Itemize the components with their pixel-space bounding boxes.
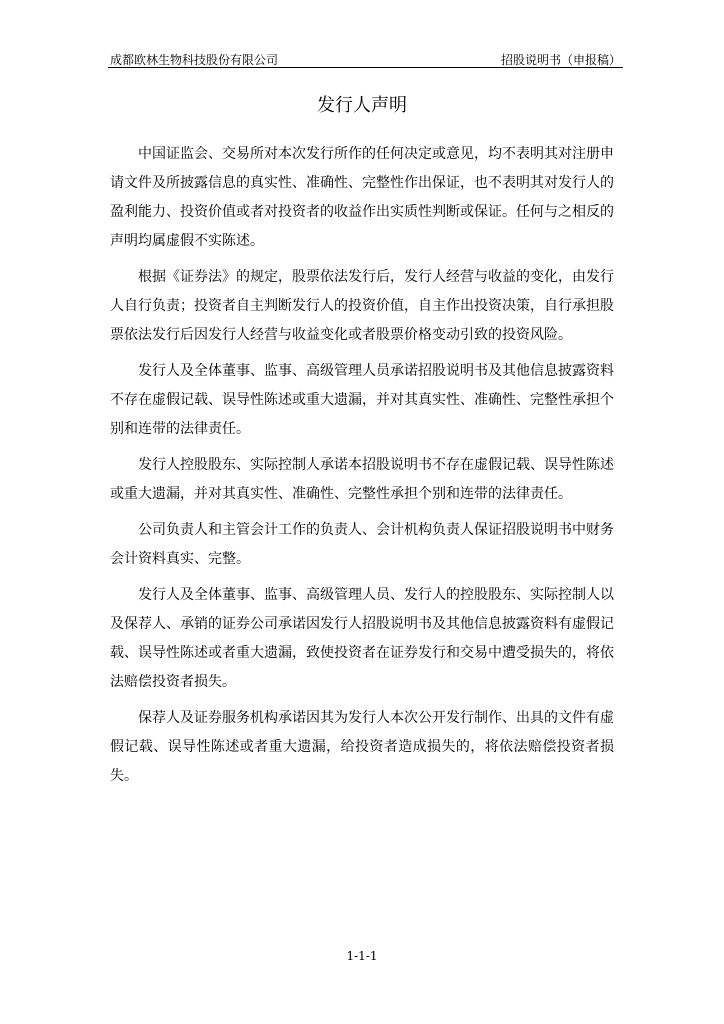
paragraph: 中国证监会、交易所对本次发行所作的任何决定或意见，均不表明其对注册申请文件及所披露信息的真实性、准确性、完整性作出保证，也不表明其对发行人的盈利能力、投资价值或者对投资者的收益作出实质性判断或保证。任何与之相反的声明均属虚假不实陈述。: [110, 146, 614, 249]
paragraph: 发行人及全体董事、监事、高级管理人员承诺招股说明书及其他信息披露资料不存在虚假记载、误导性陈述或重大遗漏，并对其真实性、准确性、完整性承担个别和连带的法律责任。: [110, 363, 614, 437]
page-header: [110, 50, 621, 68]
header-divider: [108, 67, 623, 68]
page-title: 发行人声明: [317, 95, 407, 116]
paragraph: 公司负责人和主管会计工作的负责人、会计机构负责人保证招股说明书中财务会计资料真实、完整。: [110, 522, 614, 567]
paragraph: 发行人控股股东、实际控制人承诺本招股说明书不存在虚假记载、误导性陈述或重大遗漏，并对其真实性、准确性、完整性承担个别和连带的法律责任。: [110, 457, 614, 502]
paragraph: 保荐人及证券服务机构承诺因其为发行人本次公开发行制作、出具的文件有虚假记载、误导性陈述或者重大遗漏，给投资者造成损失的，将依法赔偿投资者损失。: [110, 710, 614, 784]
header-document-type: 招股说明书（申报稿）: [500, 53, 621, 67]
paragraph: 根据《证券法》的规定，股票依法发行后，发行人经营与收益的变化，由发行人自行负责；投资者自主判断发行人的投资价值，自主作出投资决策，自行承担股票依法发行后因发行人经营与收益变化或者股票价格变动引致的投资风险。: [110, 269, 614, 343]
header-company-name: 成都欧林生物科技股份有限公司: [110, 53, 279, 67]
page-number: 1-1-1: [346, 949, 378, 963]
declaration-body: [110, 140, 614, 798]
paragraph: 发行人及全体董事、监事、高级管理人员、发行人的控股股东、实际控制人以及保荐人、承销的证券公司承诺因发行人招股说明书及其他信息披露资料有虚假记载、误导性陈述或者重大遗漏，致使投资者在证券发行和交易中遭受损失的，将依法赔偿投资者损失。: [110, 587, 614, 690]
